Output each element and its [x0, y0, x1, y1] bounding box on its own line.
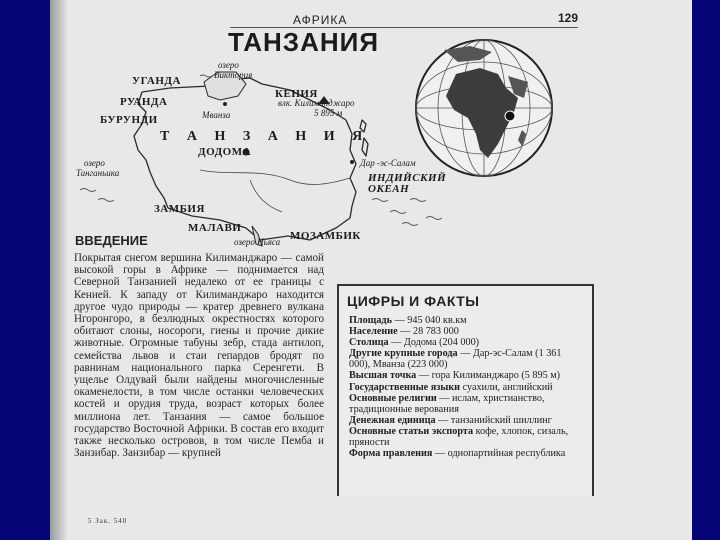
- fact-label: Государственные языки: [349, 381, 461, 393]
- fact-government: [349, 448, 585, 459]
- fact-other-cities: [349, 348, 585, 370]
- label-country-name: Т А Н З А Н И Я: [160, 129, 370, 144]
- mwanza-marker: [223, 102, 227, 106]
- fact-value: — Додома (204 000): [388, 337, 480, 349]
- label-capital-dodoma: ДОДОМА: [198, 146, 252, 158]
- slide-frame-left: [0, 0, 50, 540]
- fact-value: — танзанийский шиллинг: [435, 414, 552, 426]
- fact-capital: [349, 337, 585, 348]
- label-mozambique: МОЗАМБИК: [290, 230, 361, 242]
- ocean-wave-3: [410, 199, 426, 202]
- lake-wave-1: [80, 189, 96, 192]
- fact-label: Высшая точка: [349, 370, 417, 382]
- fact-label: Другие крупные города: [349, 348, 458, 360]
- label-mwanza: Мванза: [202, 110, 231, 120]
- page-title: ТАНЗАНИЯ: [228, 27, 380, 57]
- fact-religions: [349, 393, 585, 415]
- fact-label: Форма правления: [349, 448, 433, 460]
- intro-text: Покрытая снегом вершина Килиманджаро — самой высокой горы в Африке — поднимается над Северной Танзанией недалеко от ее границы с Кенией. К западу от Килиманджаро находится другое чудо природы — кратер древнего вулкана Нгоронгоро, в безлюдных окрестностях которого обитают слоны, носороги, гиены и прочие дикие животные. Огромные табуны зебр, стада антилоп, семейства львов и стаи гепардов бродят по равнинам национального парка Серенгети. В ущелье Олдувай были найдены многочисленные окаменелости, в том числе останки человеческих костей и орудия труда, возраст которых более миллиона лет. Танзания — самое большое государство Восточной Африки. В состав его входит также несколько островов, в том числе Пемба и Занзибар. Занзибар — крупней: [74, 252, 324, 460]
- fact-label: Основные статьи экспорта: [349, 425, 474, 437]
- fact-value: суахили, английский: [460, 381, 553, 393]
- fact-exports: [349, 426, 585, 448]
- fact-value: — 28 783 000: [397, 326, 459, 338]
- facts-heading: ЦИФРЫ И ФАКТЫ: [347, 293, 480, 309]
- fact-value: — 945 040 кв.км: [391, 315, 467, 326]
- fact-highest-point: [349, 370, 585, 381]
- river-1: [200, 170, 350, 184]
- ocean-wave-4: [402, 223, 418, 226]
- label-lake-nyasa: озеро Ньяса: [234, 237, 281, 247]
- label-uganda: УГАНДА: [132, 75, 181, 87]
- fact-label: Площадь: [349, 315, 392, 326]
- fact-label: Основные религии: [349, 392, 437, 404]
- ocean-wave-5: [426, 217, 442, 220]
- fact-label: Столица: [349, 337, 389, 349]
- fact-value: — Дар-эс-Салам (1 361 000), Мванза (223 000): [349, 348, 562, 371]
- label-indian-ocean-bottom: ОКЕАН: [368, 183, 410, 195]
- fact-currency: [349, 415, 585, 426]
- label-lake-victoria: Виктория: [214, 70, 253, 80]
- fact-population: [349, 326, 585, 337]
- page-number: 129: [558, 11, 579, 25]
- fact-value: — однопартийная республика: [432, 448, 566, 460]
- ocean-wave-2: [390, 211, 406, 214]
- facts-list: [349, 315, 585, 459]
- label-lake-tanganyika-top: озеро: [84, 158, 105, 168]
- slide-frame-right: [692, 0, 720, 540]
- tanzania-highlight: [505, 111, 515, 121]
- label-burundi: БУРУНДИ: [100, 114, 158, 126]
- label-kilimanjaro-height: 5 895 м: [314, 108, 343, 118]
- river-2: [250, 180, 282, 212]
- label-lake-victoria-top: озеро: [218, 60, 239, 70]
- fact-languages: [349, 382, 585, 393]
- label-malawi: МАЛАВИ: [188, 222, 242, 234]
- label-rwanda: РУАНДА: [120, 96, 168, 108]
- fact-label: Денежная единица: [349, 414, 436, 426]
- label-dar-es-salaam: Дар -эс-Салам: [360, 158, 416, 168]
- facts-box: [337, 284, 594, 496]
- scanned-page: [50, 0, 692, 540]
- dar-marker: [350, 160, 354, 164]
- label-kenya: КЕНИЯ: [275, 88, 318, 100]
- fact-area: [349, 315, 585, 326]
- page-footer: 5 Зак. 540: [88, 517, 128, 525]
- label-indian-ocean-top: ИНДИЙСКИЙ: [368, 172, 447, 184]
- locator-globe: [416, 40, 552, 176]
- label-lake-tanganyika: Танганьика: [76, 168, 120, 178]
- ocean-wave-1: [372, 199, 388, 202]
- lake-wave-3: [200, 75, 212, 77]
- fact-value: — гора Килиманджаро (5 895 м): [416, 370, 561, 382]
- fact-label: Население: [349, 326, 398, 338]
- label-zambia: ЗАМБИЯ: [154, 203, 205, 215]
- intro-heading: ВВЕДЕНИЕ: [75, 233, 148, 248]
- label-kilimanjaro: влк. Килиманджаро: [278, 98, 355, 108]
- fact-value: кофе, хлопок, сизаль, пряности: [349, 425, 569, 449]
- lake-wave-2: [98, 199, 114, 202]
- fact-value: — ислам, христианство, традиционные верования: [349, 392, 545, 415]
- running-head: АФРИКА: [293, 13, 348, 27]
